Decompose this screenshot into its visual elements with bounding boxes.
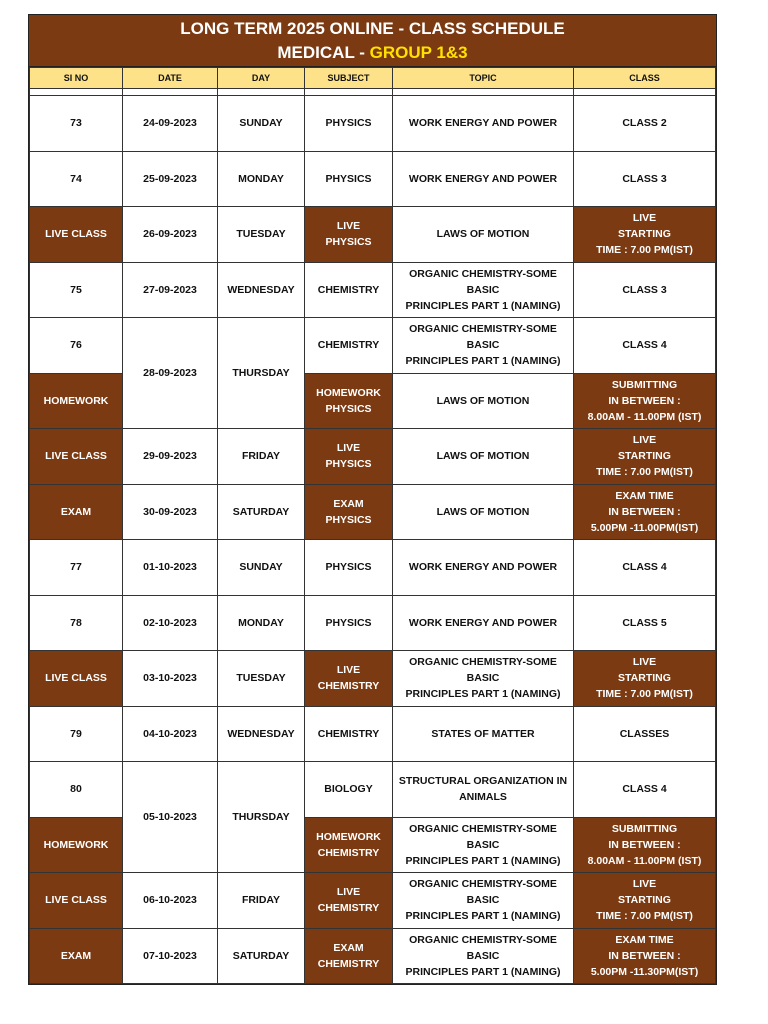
column-header-topic: TOPIC <box>393 68 574 89</box>
day-cell: SUNDAY <box>218 540 305 596</box>
class-cell <box>574 151 716 207</box>
topic-cell-line: ORGANIC CHEMISTRY-SOME BASIC <box>409 656 557 685</box>
subject-cell <box>305 429 393 485</box>
subject-cell-line: HOMEWORK <box>316 830 381 843</box>
date-cell: 30-09-2023 <box>123 484 218 540</box>
column-header-class: CLASS <box>574 68 716 89</box>
topic-cell-line: PRINCIPLES PART 1 (NAMING) <box>405 854 561 867</box>
topic-cell-line: PRINCIPLES PART 1 (NAMING) <box>405 910 561 923</box>
subject-cell-line: PHYSICS <box>325 616 372 629</box>
si-no-cell: 76 <box>30 318 123 374</box>
topic-cell <box>393 540 574 596</box>
day-cell: MONDAY <box>218 595 305 651</box>
topic-cell <box>393 706 574 762</box>
day-cell: FRIDAY <box>218 873 305 929</box>
topic-cell <box>393 595 574 651</box>
class-cell-line: LIVE <box>632 434 657 447</box>
column-header-subject: SUBJECT <box>305 68 393 89</box>
subject-cell-line: PHYSICS <box>325 236 372 249</box>
class-cell-line: CLASS 3 <box>622 283 667 296</box>
table-row <box>30 429 716 485</box>
subject-cell <box>305 96 393 152</box>
class-cell <box>574 96 716 152</box>
class-cell <box>574 373 716 429</box>
topic-cell-line: ORGANIC CHEMISTRY-SOME BASIC <box>409 822 557 851</box>
day-cell: SATURDAY <box>218 928 305 984</box>
topic-cell <box>393 651 574 707</box>
si-no-cell: EXAM <box>30 928 123 984</box>
subject-cell <box>305 651 393 707</box>
schedule-sheet <box>28 14 717 985</box>
class-cell-line: LIVE <box>632 212 657 225</box>
subject-cell <box>305 207 393 263</box>
subject-cell-line: CHEMISTRY <box>317 957 380 970</box>
table-row <box>30 706 716 762</box>
schedule-table <box>29 67 716 984</box>
subject-cell <box>305 762 393 818</box>
topic-cell-line: ORGANIC CHEMISTRY-SOME BASIC <box>409 878 557 907</box>
subject-cell-line: PHYSICS <box>325 402 372 415</box>
si-no-cell: 78 <box>30 595 123 651</box>
topic-cell <box>393 817 574 873</box>
class-cell-line: IN BETWEEN : <box>608 949 681 962</box>
subject-cell-line: LIVE <box>336 220 361 233</box>
subject-cell <box>305 817 393 873</box>
day-cell: TUESDAY <box>218 651 305 707</box>
topic-cell-line: LAWS OF MOTION <box>436 450 530 463</box>
topic-cell <box>393 484 574 540</box>
day-cell: THURSDAY <box>218 762 305 873</box>
class-cell-line: CLASS 4 <box>622 339 667 352</box>
topic-cell <box>393 262 574 318</box>
class-cell <box>574 817 716 873</box>
topic-cell <box>393 429 574 485</box>
table-row <box>30 928 716 984</box>
si-no-cell: LIVE CLASS <box>30 207 123 263</box>
topic-cell-line: LAWS OF MOTION <box>436 228 530 241</box>
column-header-row <box>30 68 716 89</box>
class-cell-line: 8.00AM - 11.00PM (IST) <box>587 854 702 867</box>
column-header-day: DAY <box>218 68 305 89</box>
class-cell <box>574 318 716 374</box>
class-cell-line: STARTING <box>618 450 671 463</box>
si-no-cell: EXAM <box>30 484 123 540</box>
schedule-title <box>29 15 716 67</box>
class-cell-line: LIVE <box>632 656 657 669</box>
subject-cell-line: CHEMISTRY <box>317 846 380 859</box>
class-cell-line: STARTING <box>618 228 671 241</box>
day-cell: MONDAY <box>218 151 305 207</box>
subject-cell <box>305 873 393 929</box>
title-group-accent: GROUP 1&3 <box>369 43 468 62</box>
column-header-date: DATE <box>123 68 218 89</box>
class-cell-line: CLASS 4 <box>622 783 667 796</box>
subject-cell-line: LIVE <box>336 442 361 455</box>
subject-cell-line: HOMEWORK <box>316 386 381 399</box>
class-cell-line: TIME : 7.00 PM(IST) <box>596 910 693 923</box>
day-cell: SATURDAY <box>218 484 305 540</box>
si-no-cell: 80 <box>30 762 123 818</box>
date-cell: 06-10-2023 <box>123 873 218 929</box>
class-cell-line: IN BETWEEN : <box>608 394 681 407</box>
topic-cell-line: WORK ENERGY AND POWER <box>408 561 558 574</box>
si-no-cell: 75 <box>30 262 123 318</box>
subject-cell <box>305 318 393 374</box>
table-row <box>30 540 716 596</box>
subject-cell <box>305 373 393 429</box>
date-cell: 24-09-2023 <box>123 96 218 152</box>
class-cell <box>574 484 716 540</box>
date-cell: 07-10-2023 <box>123 928 218 984</box>
topic-cell-line: LAWS OF MOTION <box>436 394 530 407</box>
class-cell-line: TIME : 7.00 PM(IST) <box>596 466 693 479</box>
class-cell-line: SUBMITTING <box>611 822 678 835</box>
title-group-prefix: MEDICAL - <box>277 43 370 62</box>
topic-cell <box>393 96 574 152</box>
subject-cell-line: CHEMISTRY <box>317 339 380 352</box>
date-cell: 26-09-2023 <box>123 207 218 263</box>
class-cell <box>574 928 716 984</box>
day-cell: THURSDAY <box>218 318 305 429</box>
class-cell-line: SUBMITTING <box>611 378 678 391</box>
si-no-cell: HOMEWORK <box>30 373 123 429</box>
subject-cell <box>305 928 393 984</box>
topic-cell <box>393 318 574 374</box>
class-cell-line: IN BETWEEN : <box>608 838 681 851</box>
class-cell <box>574 262 716 318</box>
subject-cell-line: EXAM <box>333 497 364 510</box>
subject-cell-line: PHYSICS <box>325 117 372 130</box>
class-cell <box>574 762 716 818</box>
subject-cell-line: PHYSICS <box>325 513 372 526</box>
title-line-1: LONG TERM 2025 ONLINE - CLASS SCHEDULE <box>180 19 565 38</box>
table-row <box>30 207 716 263</box>
topic-cell-line: PRINCIPLES PART 1 (NAMING) <box>405 355 561 368</box>
topic-cell-line: ANIMALS <box>459 791 507 804</box>
class-cell-line: 5.00PM -11.00PM(IST) <box>590 521 699 534</box>
class-cell-line: LIVE <box>632 878 657 891</box>
topic-cell <box>393 873 574 929</box>
subject-cell-line: CHEMISTRY <box>317 727 380 740</box>
topic-cell-line: ORGANIC CHEMISTRY-SOME BASIC <box>409 267 557 296</box>
date-cell: 03-10-2023 <box>123 651 218 707</box>
topic-cell-line: WORK ENERGY AND POWER <box>408 117 558 130</box>
subject-cell-line: CHEMISTRY <box>317 283 380 296</box>
subject-cell <box>305 484 393 540</box>
topic-cell-line: STRUCTURAL ORGANIZATION IN <box>398 775 568 788</box>
class-cell <box>574 706 716 762</box>
class-cell-line: TIME : 7.00 PM(IST) <box>596 688 693 701</box>
class-cell-line: CLASS 2 <box>622 117 667 130</box>
day-cell: SUNDAY <box>218 96 305 152</box>
date-cell: 05-10-2023 <box>123 762 218 873</box>
class-cell <box>574 651 716 707</box>
topic-cell-line: STATES OF MATTER <box>431 727 535 740</box>
table-row <box>30 151 716 207</box>
day-cell: TUESDAY <box>218 207 305 263</box>
table-row <box>30 318 716 374</box>
topic-cell-line: WORK ENERGY AND POWER <box>408 172 558 185</box>
topic-cell-line: LAWS OF MOTION <box>436 505 530 518</box>
class-cell-line: CLASS 3 <box>622 172 667 185</box>
topic-cell-line: PRINCIPLES PART 1 (NAMING) <box>405 688 561 701</box>
si-no-cell: LIVE CLASS <box>30 873 123 929</box>
topic-cell <box>393 762 574 818</box>
subject-cell-line: PHYSICS <box>325 172 372 185</box>
subject-cell-line: EXAM <box>333 941 364 954</box>
topic-cell-line: ORGANIC CHEMISTRY-SOME BASIC <box>409 323 557 352</box>
table-row <box>30 873 716 929</box>
topic-cell-line: WORK ENERGY AND POWER <box>408 616 558 629</box>
topic-cell <box>393 373 574 429</box>
class-cell <box>574 595 716 651</box>
class-cell-line: STARTING <box>618 894 671 907</box>
class-cell <box>574 873 716 929</box>
subject-cell-line: CHEMISTRY <box>317 902 380 915</box>
class-cell-line: CLASS 5 <box>622 616 667 629</box>
class-cell-line: EXAM TIME <box>615 489 674 502</box>
subject-cell <box>305 262 393 318</box>
si-no-cell: 74 <box>30 151 123 207</box>
day-cell: WEDNESDAY <box>218 706 305 762</box>
subject-cell-line: PHYSICS <box>325 561 372 574</box>
class-cell-line: CLASS 4 <box>622 561 667 574</box>
table-row <box>30 484 716 540</box>
date-cell: 28-09-2023 <box>123 318 218 429</box>
subject-cell-line: PHYSICS <box>325 458 372 471</box>
subject-cell-line: LIVE <box>336 886 361 899</box>
table-row <box>30 762 716 818</box>
day-cell: FRIDAY <box>218 429 305 485</box>
subject-cell <box>305 706 393 762</box>
table-row <box>30 595 716 651</box>
spacer-row <box>30 89 716 96</box>
si-no-cell: 79 <box>30 706 123 762</box>
si-no-cell: 77 <box>30 540 123 596</box>
date-cell: 27-09-2023 <box>123 262 218 318</box>
title-line-2 <box>29 41 716 65</box>
table-row <box>30 651 716 707</box>
table-row <box>30 262 716 318</box>
date-cell: 02-10-2023 <box>123 595 218 651</box>
class-cell-line: TIME : 7.00 PM(IST) <box>596 244 693 257</box>
subject-cell-line: CHEMISTRY <box>317 680 380 693</box>
topic-cell-line: PRINCIPLES PART 1 (NAMING) <box>405 299 561 312</box>
class-cell-line: IN BETWEEN : <box>608 505 681 518</box>
class-cell-line: CLASSES <box>619 727 670 740</box>
day-cell: WEDNESDAY <box>218 262 305 318</box>
si-no-cell: HOMEWORK <box>30 817 123 873</box>
date-cell: 29-09-2023 <box>123 429 218 485</box>
date-cell: 04-10-2023 <box>123 706 218 762</box>
date-cell: 25-09-2023 <box>123 151 218 207</box>
class-cell <box>574 540 716 596</box>
class-cell-line: 8.00AM - 11.00PM (IST) <box>587 410 702 423</box>
schedule-body <box>30 89 716 984</box>
si-no-cell: LIVE CLASS <box>30 429 123 485</box>
class-cell-line: STARTING <box>618 672 671 685</box>
si-no-cell: LIVE CLASS <box>30 651 123 707</box>
subject-cell-line: LIVE <box>336 664 361 677</box>
subject-cell <box>305 595 393 651</box>
subject-cell <box>305 540 393 596</box>
class-cell <box>574 429 716 485</box>
class-cell-line: EXAM TIME <box>615 933 674 946</box>
subject-cell-line: BIOLOGY <box>324 783 373 796</box>
topic-cell <box>393 151 574 207</box>
topic-cell-line: ORGANIC CHEMISTRY-SOME BASIC <box>409 933 557 962</box>
column-header-si-no: SI NO <box>30 68 123 89</box>
class-cell-line: 5.00PM -11.30PM(IST) <box>590 965 699 978</box>
si-no-cell: 73 <box>30 96 123 152</box>
subject-cell <box>305 151 393 207</box>
topic-cell-line: PRINCIPLES PART 1 (NAMING) <box>405 965 561 978</box>
class-cell <box>574 207 716 263</box>
table-row <box>30 96 716 152</box>
topic-cell <box>393 928 574 984</box>
date-cell: 01-10-2023 <box>123 540 218 596</box>
topic-cell <box>393 207 574 263</box>
